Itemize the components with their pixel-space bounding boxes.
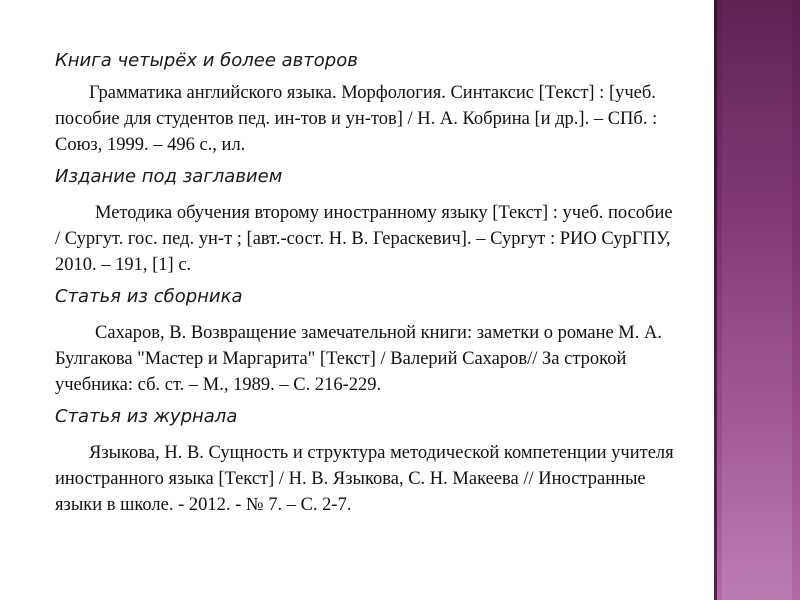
entry-multi-author-book: Грамматика английского языка. Морфология. Синтаксис [Текст] : [учеб. пособие для студентов пед. ин-тов и ун-тов] / Н. А. Кобрина [и др.]. – СПб. : Союз, 1999. – 496 с., ил.: [55, 83, 658, 155]
entry-collection-article: Сахаров, В. Возвращение замечательной книги: заметки о романе М. А. Булгакова "Мастер и Маргарита" [Текст] / Валерий Сахаров// За строкой учебника: сб. ст. – М., 1989. – С. 216-229.: [55, 323, 662, 395]
decorative-side-panel: [714, 0, 800, 600]
entry-journal-article: Языкова, Н. В. Сущность и структура методической компетенции учителя иностранного языка [Текст] / Н. В. Языкова, С. Н. Макеева // Иностранные языки в школе. - 2012. - № 7. – С. 2-7.: [55, 443, 674, 515]
section-heading-journal-article: Статья из журнала: [55, 406, 238, 427]
side-panel-gradient: [722, 0, 792, 600]
bibliography-content: [55, 48, 675, 524]
entry-edition-by-title: Методика обучения второму иностранному языку [Текст] : учеб. пособие / Сургут. гос. пед. ун-т ; [авт.-сост. Н. В. Гераскевич]. – Сургут : РИО СурГПУ, 2010. – 191, [1] с.: [55, 203, 673, 275]
section-heading-collection-article: Статья из сборника: [55, 286, 243, 307]
section-heading-edition-by-title: Издание под заглавием: [55, 166, 283, 187]
section-heading-multi-author-book: Книга четырёх и более авторов: [55, 50, 358, 71]
